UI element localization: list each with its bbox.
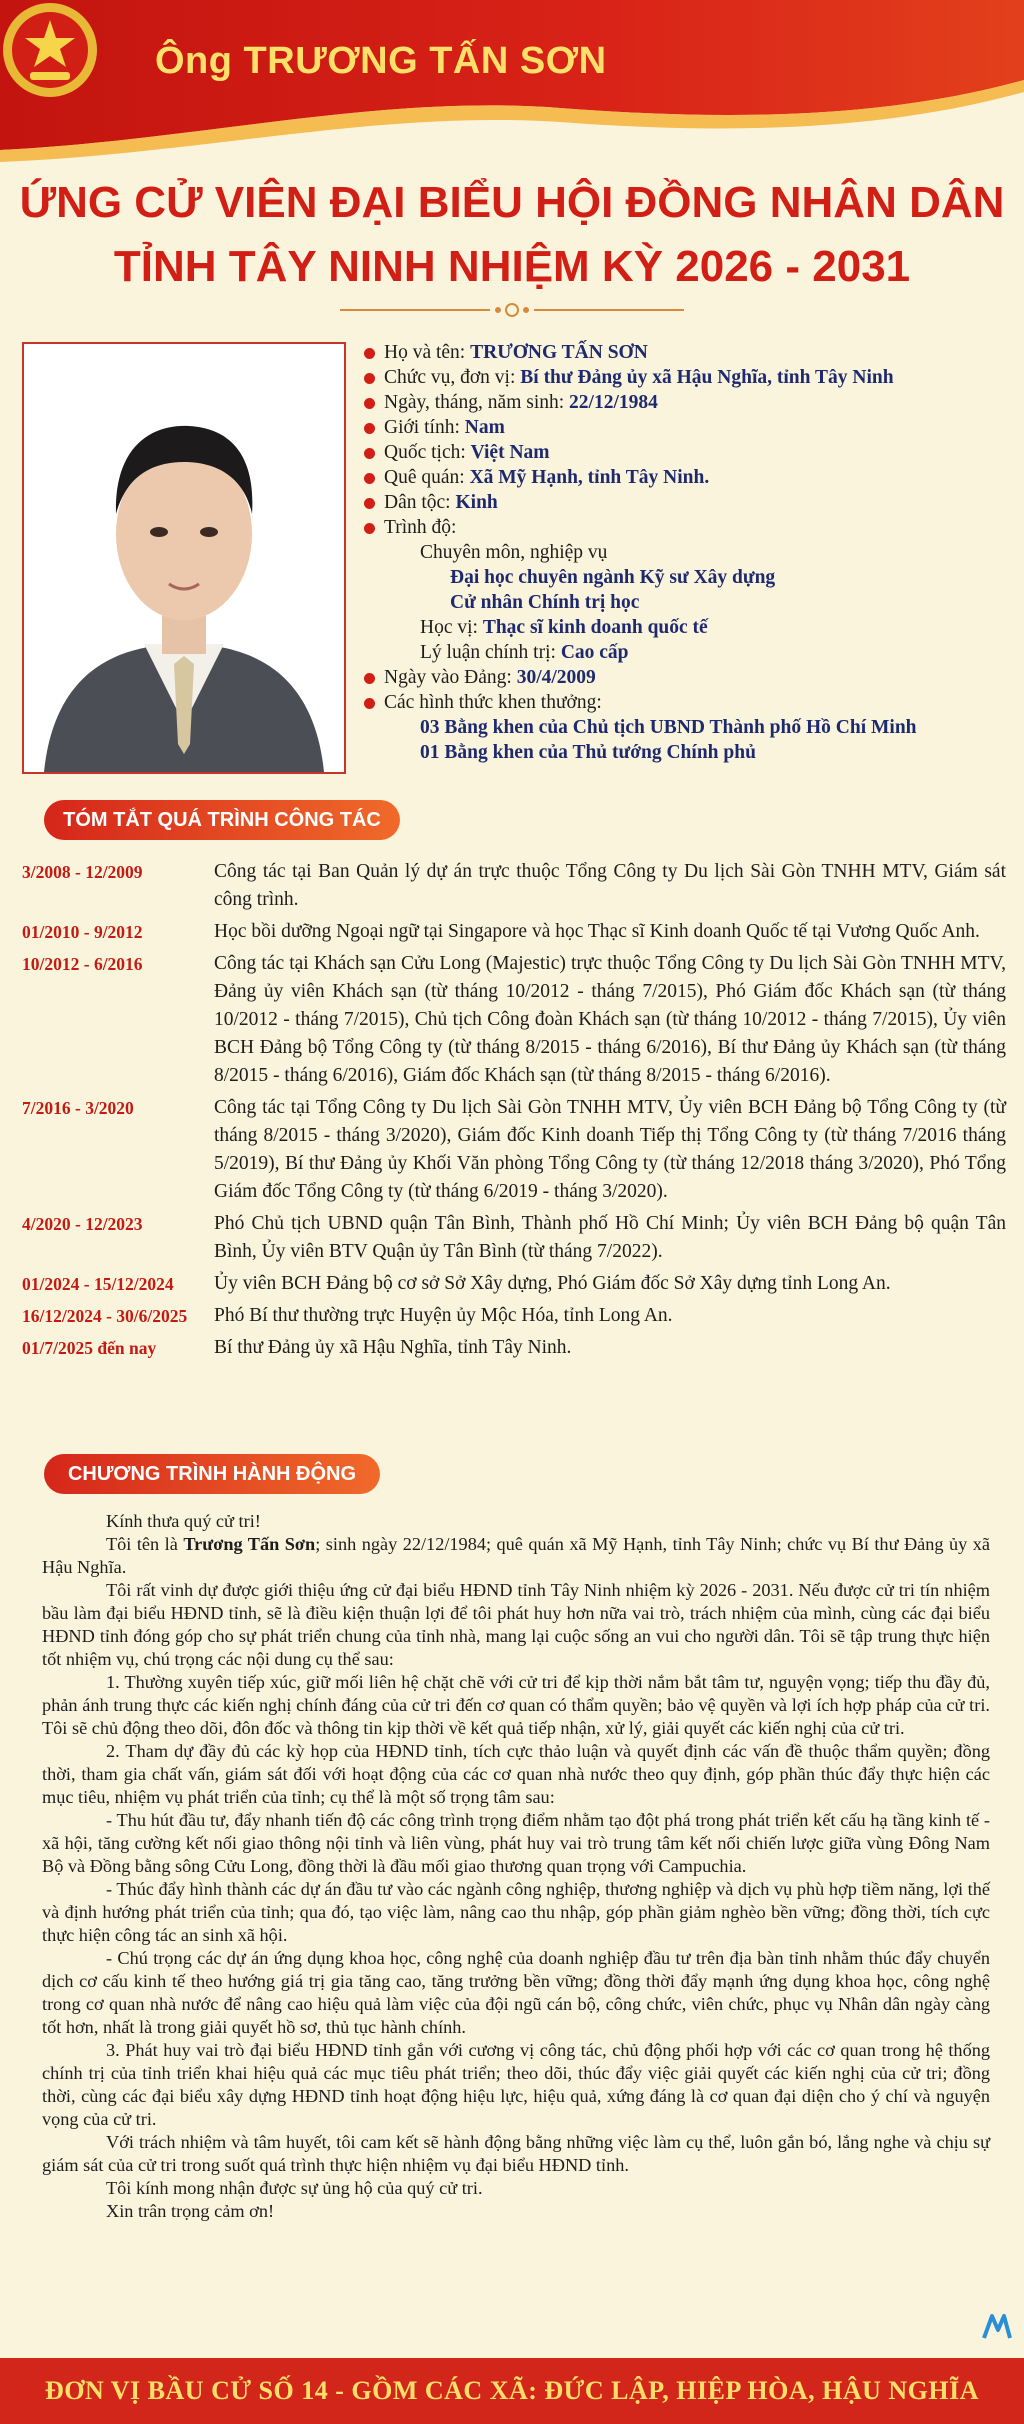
program-paragraph: Xin trân trọng cảm ơn! — [106, 2201, 275, 2221]
career-date: 01/2010 - 9/2012 — [22, 922, 143, 942]
info-major-label: Chuyên môn, nghiệp vụ — [420, 542, 608, 563]
career-item — [22, 1334, 1006, 1362]
program-intro: Tôi tên là Trương Tấn Sơn; sinh ngày 22/12/1984; quê quán xã Mỹ Hạnh, tỉnh Tây Ninh; chức vụ Bí thư Đảng ủy xã Hậu Nghĩa. — [42, 1534, 991, 1577]
info-party-date: Ngày vào Đảng: 30/4/2009 — [362, 665, 1002, 690]
career-description: Phó Bí thư thường trực Huyện ủy Mộc Hóa, tỉnh Long An. — [214, 1305, 673, 1326]
career-item — [22, 858, 1006, 914]
info-award-2: 01 Bằng khen của Thủ tướng Chính phủ — [420, 742, 756, 763]
candidate-info — [362, 340, 1002, 765]
career-item — [22, 1210, 1006, 1266]
section-career-heading: TÓM TẮT QUÁ TRÌNH CÔNG TÁC — [44, 800, 400, 840]
publisher-logo-icon — [980, 2310, 1014, 2344]
state-emblem — [0, 0, 100, 100]
info-dob: Ngày, tháng, năm sinh: 22/12/1984 — [362, 390, 1002, 415]
info-ethnicity: Dân tộc: Kinh — [362, 490, 1002, 515]
program-paragraph: Tôi rất vinh dự được giới thiệu ứng cử đại biểu HĐND tỉnh Tây Ninh nhiệm kỳ 2026 - 2031. Nếu được cử tri tín nhiệm bầu làm đại biểu HĐND tỉnh, sẽ là điều kiện thuận lợi để tôi phát huy hơn nữa vai trò, trách nhiệm của mình, cùng các đại biểu HĐND tỉnh đóng góp cho sự phát triển chung của tỉnh nhà, mang lại cuộc sống an vui cho người dân. Tôi sẽ tập trung thực hiện tốt nhiệm vụ, chú trọng các nội dung cụ thể sau: — [42, 1580, 990, 1669]
career-description: Công tác tại Khách sạn Cửu Long (Majestic) trực thuộc Tổng Công ty Du lịch Sài Gòn TNHH MTV, Đảng ủy viên Khách sạn (từ tháng 10/2012 - tháng 7/2015), Phó Giám đốc Khách sạn (từ tháng 10/2012 - tháng 7/2015), Chủ tịch Công đoàn Khách sạn (từ tháng 10/2012 - tháng 7/2015), Ủy viên BCH Đảng bộ Tổng Công ty (từ tháng 8/2015 - tháng 6/2016), Bí thư Đảng ủy Khách sạn (từ tháng 8/2015 - tháng 6/2016), Giám đốc Khách sạn (từ tháng 8/2015 - tháng 6/2016). — [214, 953, 1006, 1086]
program-paragraph: Tôi kính mong nhận được sự ủng hộ của quý cử tri. — [106, 2178, 483, 2198]
info-gender: Giới tính: Nam — [362, 415, 1002, 440]
info-degree: Học vị: Thạc sĩ kinh doanh quốc tế — [420, 617, 708, 638]
career-description: Công tác tại Tổng Công ty Du lịch Sài Gòn TNHH MTV, Ủy viên BCH Đảng bộ Tổng Công ty (từ tháng 8/2015 - tháng 3/2020), Giám đốc Kinh doanh Tiếp thị Tổng Công ty (từ tháng 7/2016 tháng 5/2019), Bí thư Đảng ủy Khối Văn phòng Tổng Công ty (từ tháng 12/2018 tháng 3/2020), Phó Tổng Giám đốc Tổng Công ty (từ tháng 6/2019 - tháng 3/2020). — [214, 1097, 1006, 1202]
career-date: 3/2008 - 12/2009 — [22, 862, 143, 882]
info-major-1: Đại học chuyên ngành Kỹ sư Xây dựng — [450, 567, 776, 588]
info-award-1: 03 Bằng khen của Chủ tịch UBND Thành phố Hồ Chí Minh — [420, 717, 917, 738]
career-date: 01/2024 - 15/12/2024 — [22, 1274, 174, 1294]
career-item — [22, 1302, 1006, 1330]
career-list — [22, 858, 1006, 1366]
program-paragraph: - Thúc đẩy hình thành các dự án đầu tư vào các ngành công nghiệp, thương nghiệp và dịch vụ phù hợp tiềm năng, lợi thế và định hướng phát triển của tỉnh; qua đó, tạo việc làm, nâng cao thu nhập, góp phần giảm nghèo bền vững; đồng thời, tích cực thực hiện công tác an sinh xã hội. — [42, 1879, 990, 1945]
program-paragraph: Với trách nhiệm và tâm huyết, tôi cam kết sẽ hành động bằng những việc làm cụ thể, luôn gắn bó, lắng nghe và chịu sự giám sát của cử tri trong suốt quá trình thực hiện nhiệm vụ đại biểu HĐND tỉnh. — [42, 2132, 990, 2175]
program-greeting: Kính thưa quý cử tri! — [106, 1511, 261, 1531]
career-item — [22, 1094, 1006, 1206]
ornament-divider — [340, 300, 684, 320]
career-description: Phó Chủ tịch UBND quận Tân Bình, Thành phố Hồ Chí Minh; Ủy viên BCH Đảng bộ quận Tân Bình, Ủy viên BTV Quận ủy Tân Bình (từ tháng 7/2022). — [214, 1213, 1006, 1262]
career-item — [22, 918, 1006, 946]
candidate-portrait — [22, 342, 346, 774]
career-date: 01/7/2025 đến nay — [22, 1338, 157, 1358]
electoral-unit-footer: ĐƠN VỊ BẦU CỬ SỐ 14 - GỒM CÁC XÃ: ĐỨC LẬP, HIỆP HÒA, HẬU NGHĨA — [0, 2358, 1024, 2424]
program-paragraph: 2. Tham dự đầy đủ các kỳ họp của HĐND tỉnh, tích cực thảo luận và quyết định các vấn đề thuộc thẩm quyền; đồng thời, tham gia chất vấn, giám sát đối với hoạt động của các cơ quan nhà nước theo quy định, góp phần thúc đẩy thực hiện các mục tiêu, nhiệm vụ phát triển của tỉnh; cụ thể là một số trọng tâm sau: — [42, 1741, 990, 1807]
program-paragraph: - Chú trọng các dự án ứng dụng khoa học, công nghệ của doanh nghiệp đầu tư trên địa bàn tỉnh nhằm thúc đẩy chuyển dịch cơ cấu kinh tế theo hướng giá trị gia tăng cao, tăng trưởng bền vững; đồng thời đẩy mạnh ứng dụng khoa học, công nghệ trong cơ quan nhà nước để nâng cao hiệu quả làm việc của đội ngũ cán bộ, công chức, viên chức, phục vụ Nhân dân ngày càng tốt hơn, nhất là trong giải quyết hồ sơ, thủ tục hành chính. — [42, 1948, 990, 2037]
career-item — [22, 1270, 1006, 1298]
career-date: 10/2012 - 6/2016 — [22, 954, 143, 974]
career-date: 4/2020 - 12/2023 — [22, 1214, 143, 1234]
info-politics: Lý luận chính trị: Cao cấp — [420, 642, 629, 663]
info-position: Chức vụ, đơn vị: Bí thư Đảng ủy xã Hậu Nghĩa, tỉnh Tây Ninh — [362, 365, 1002, 390]
info-awards: Các hình thức khen thưởng: — [362, 690, 1002, 715]
info-major-2: Cử nhân Chính trị học — [450, 592, 640, 613]
info-fullname: Họ và tên: TRƯƠNG TẤN SƠN — [362, 340, 1002, 365]
program-paragraph: - Thu hút đầu tư, đẩy nhanh tiến độ các công trình trọng điểm nhằm tạo đột phá trong phát triển kết cấu hạ tầng kinh tế - xã hội, tăng cường kết nối giao thông nội tỉnh và liên vùng, phát huy vai trò trung tâm kết nối chiến lược giữa vùng Đông Nam Bộ và Đồng bằng sông Cửu Long, đồng thời là đầu mối giao thương quan trọng với Campuchia. — [42, 1810, 990, 1876]
page-title-line-1: ỨNG CỬ VIÊN ĐẠI BIỂU HỘI ĐỒNG NHÂN DÂN — [19, 178, 1005, 227]
action-program — [42, 1510, 990, 2223]
header-banner — [0, 0, 1024, 165]
career-date: 16/12/2024 - 30/6/2025 — [22, 1306, 188, 1326]
career-date: 7/2016 - 3/2020 — [22, 1098, 134, 1118]
career-item — [22, 950, 1006, 1090]
info-nationality: Quốc tịch: Việt Nam — [362, 440, 1002, 465]
career-description: Ủy viên BCH Đảng bộ cơ sở Sở Xây dựng, Phó Giám đốc Sở Xây dựng tỉnh Long An. — [214, 1273, 891, 1294]
info-education: Trình độ: — [362, 515, 1002, 540]
section-program-heading: CHƯƠNG TRÌNH HÀNH ĐỘNG — [44, 1454, 380, 1494]
candidate-name-header: Ông TRƯƠNG TẤN SƠN — [155, 40, 607, 82]
page-title-line-2: TỈNH TÂY NINH NHIỆM KỲ 2026 - 2031 — [113, 242, 911, 291]
career-description: Học bồi dưỡng Ngoại ngữ tại Singapore và học Thạc sĩ Kinh doanh Quốc tế tại Vương Quốc Anh. — [214, 921, 980, 942]
career-description: Bí thư Đảng ủy xã Hậu Nghĩa, tỉnh Tây Ninh. — [214, 1337, 572, 1358]
program-paragraph: 1. Thường xuyên tiếp xúc, giữ mối liên hệ chặt chẽ với cử tri để kịp thời nắm bắt tâm tư, nguyện vọng; tiếp thu đầy đủ, phản ánh trung thực các kiến nghị chính đáng của cử tri đến cơ quan có thẩm quyền; bảo vệ quyền và lợi ích hợp pháp của cử tri. Tôi sẽ chủ động theo dõi, đôn đốc và thông tin kịp thời về kết quả tiếp nhận, xử lý, giải quyết các kiến nghị của cử tri. — [42, 1672, 990, 1738]
program-paragraph: 3. Phát huy vai trò đại biểu HĐND tỉnh gắn với cương vị công tác, chủ động phối hợp với các cơ quan trong hệ thống chính trị của tỉnh triển khai hiệu quả các mục tiêu phát triển; theo dõi, thúc đẩy việc giải quyết các kiến nghị của cử tri; đồng thời, cùng các đại biểu xây dựng HĐND tỉnh hoạt động hiệu lực, hiệu quả, xứng đáng là cơ quan đại diện cho ý chí và nguyện vọng của cử tri. — [42, 2040, 990, 2129]
career-description: Công tác tại Ban Quản lý dự án trực thuộc Tổng Công ty Du lịch Sài Gòn TNHH MTV, Giám sát công trình. — [214, 861, 1006, 910]
info-hometown: Quê quán: Xã Mỹ Hạnh, tỉnh Tây Ninh. — [362, 465, 1002, 490]
